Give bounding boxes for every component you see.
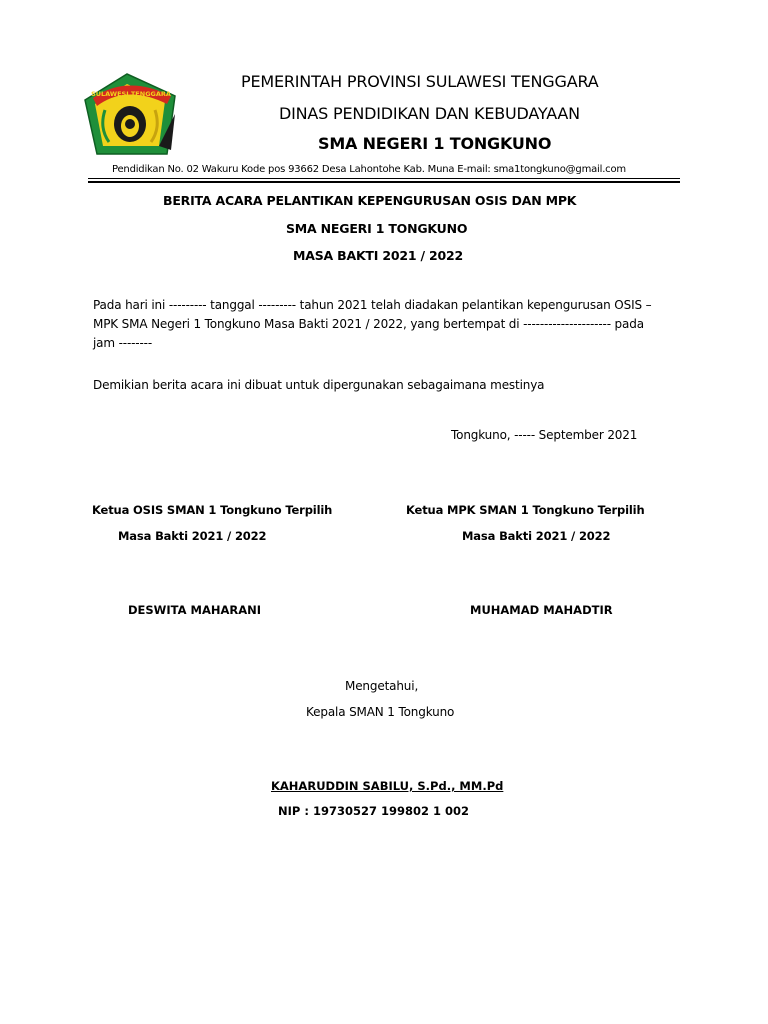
letterhead-line1: PEMERINTAH PROVINSI SULAWESI TENGGARA: [241, 72, 599, 91]
letterhead-divider-thick: [88, 181, 680, 183]
letterhead-divider-thin: [88, 178, 680, 179]
principal-name: KAHARUDDIN SABILU, S.Pd., MM.Pd: [271, 779, 504, 793]
body-paragraph: [93, 296, 683, 353]
principal-nip: NIP : 19730527 199802 1 002: [278, 804, 469, 818]
mpk-chair-period: Masa Bakti 2021 / 2022: [462, 529, 611, 543]
osis-chair-role: Ketua OSIS SMAN 1 Tongkuno Terpilih: [92, 503, 333, 517]
mpk-chair-role: Ketua MPK SMAN 1 Tongkuno Terpilih: [406, 503, 645, 517]
body-paragraph-line: jam --------: [93, 336, 153, 350]
logo-text: SULAWESI TENGGARA: [91, 90, 171, 98]
place-date: Tongkuno, ----- September 2021: [451, 428, 638, 442]
osis-chair-period: Masa Bakti 2021 / 2022: [118, 529, 267, 543]
letterhead-line2: DINAS PENDIDIKAN DAN KEBUDAYAAN: [279, 104, 580, 123]
principal-role: Kepala SMAN 1 Tongkuno: [306, 705, 455, 719]
mpk-chair-name: MUHAMAD MAHADTIR: [470, 603, 613, 617]
body-paragraph-line: Pada hari ini --------- tanggal --------- tahun 2021 telah diadakan pelantikan kepengurusan OSIS –: [93, 298, 652, 312]
acknowledgement-label: Mengetahui,: [345, 679, 419, 693]
document-title: BERITA ACARA PELANTIKAN KEPENGURUSAN OSIS DAN MPK: [163, 193, 577, 208]
document-subtitle-school: SMA NEGERI 1 TONGKUNO: [286, 221, 468, 236]
body-paragraph-line: MPK SMA Negeri 1 Tongkuno Masa Bakti 2021 / 2022, yang bertempat di --------------------- pada: [93, 317, 644, 331]
osis-chair-name: DESWITA MAHARANI: [128, 603, 262, 617]
closing-statement: Demikian berita acara ini dibuat untuk dipergunakan sebagaimana mestinya: [93, 378, 545, 392]
school-name: SMA NEGERI 1 TONGKUNO: [318, 134, 552, 153]
sulawesi-tenggara-logo: [75, 70, 185, 158]
school-address: Pendidikan No. 02 Wakuru Kode pos 93662 Desa Lahontohe Kab. Muna E-mail: sma1tongkuno@gmail.com: [112, 164, 626, 175]
document-subtitle-period: MASA BAKTI 2021 / 2022: [293, 248, 464, 263]
